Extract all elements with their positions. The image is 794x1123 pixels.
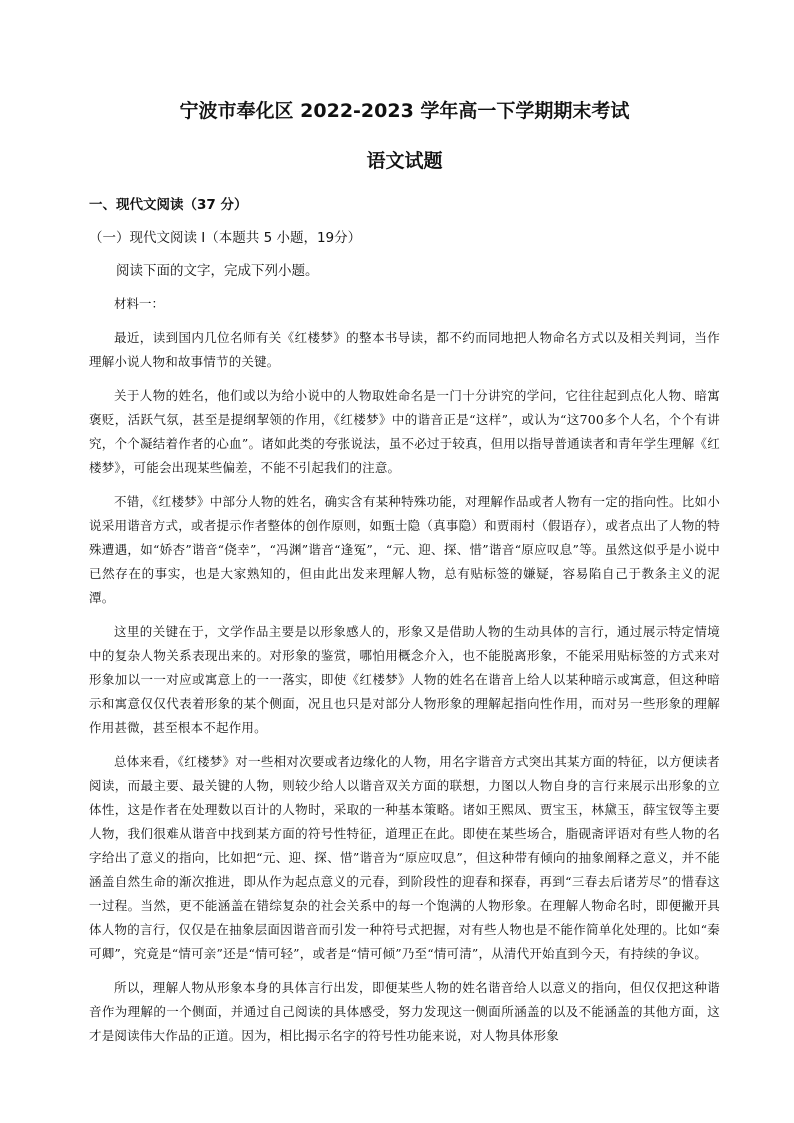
paragraph: 关于人物的姓名，他们或以为给小说中的人物取姓命名是一门十分讲究的学问，它往往起到点化人物、暗寓褒贬，活跃气氛，甚至是提纲挈领的作用，《红楼梦》中的谐音正是“这样”，或认为“这700多个人名，个个有讲究，个个凝结着作者的心血”。诸如此类的夸张说法，虽不必过于较真，但用以指导普通读者和青年学生理解《红楼梦》，可能会出现某些偏差，不能不引起我们的注意。 [89, 388, 720, 475]
instruction-text: 阅读下面的文字，完成下列小题。 [116, 263, 319, 279]
paragraph: 这里的关键在于，文学作品主要是以形象感人的，形象又是借助人物的生动具体的言行，通过展示特定情境中的复杂人物关系表现出来的。对形象的鉴赏，哪怕用概念介入，也不能脱离形象，不能采用贴标签的方式来对形象加以一一对应或寓意上的一一落实，即使《红楼梦》人物的姓名在谐音上给人以某种暗示或寓意，但这种暗示和寓意仅仅代表着形象的某个侧面，况且也只是对部分人物形象的理解起指向性作用，而对另一些形象的理解作用甚微，甚至根本不起作用。 [89, 624, 720, 735]
paragraph: 最近，读到国内几位名师有关《红楼梦》的整本书导读，都不约而同地把人物命名方式以及相关判词，当作理解小说人物和故事情节的关键。 [89, 330, 720, 369]
paragraph: 所以，理解人物从形象本身的具体言行出发，即便某些人物的姓名谐音给人以意义的指向，但仅仅把这种谐音作为理解的一个侧面，并通过自己阅读的具体感受，努力发现这一侧面所涵盖的以及不能涵盖的其他方面，这才是阅读伟大作品的正道。因为，相比揭示名字的符号性功能来说，对人物具体形象 [89, 980, 720, 1043]
material-label: 材料一： [114, 296, 165, 311]
paragraph: 不错，《红楼梦》中部分人物的姓名，确实含有某种特殊功能，对理解作品或者人物有一定的指向性。比如小说采用谐音方式，或者提示作者整体的创作原则，如甄士隐（真事隐）和贾雨村（假语存），或者点出了人物的特殊遭遇，如“娇杏”谐音“侥幸”，“冯渊”谐音“逢冤”，“元、迎、探、惜”谐音“原应叹息”等。虽然这似乎是小说中已然存在的事实，也是大家熟知的，但由此出发来理解人物，总有贴标签的嫌疑，容易陷自己于教条主义的泥潭。 [89, 494, 720, 605]
exam-title: 宁波市奉化区 2022-2023 学年高一下学期期末考试 [179, 100, 630, 122]
subject-title: 语文试题 [366, 150, 443, 172]
subsection-heading: （一）现代文阅读 I（本题共 5 小题，19分） [89, 230, 362, 246]
paragraph: 总体来看，《红楼梦》对一些相对次要或者边缘化的人物，用名字谐音方式突出其某方面的特征，以方便读者阅读，而最主要、最关键的人物，则较少给人以谐音双关方面的联想，力图以人物自身的言行来展示出形象的立体性，这是作者在处理数以百计的人物时，采取的一种基本策略。诸如王熙凤、贾宝玉，林黛玉，薛宝钗等主要人物，我们很难从谐音中找到某方面的符号性特征，道理正在此。即使在某些场合，脂砚斋评语对有些人物的名字给出了意义的指向，比如把“元、迎、探、惜”谐音为“原应叹息”，但这种带有倾向的抽象阐释之意义，并不能涵盖自然生命的渐次推进，即从作为起点意义的元春，到阶段性的迎春和探春，再到“三春去后诸芳尽”的惜春这一过程。当然，更不能涵盖在错综复杂的社会关系中的每一个饱满的人物形象。在理解人物命名时，即便撇开具体人物的言行，仅仅是在抽象层面因谐音而引发一种符号式把握，对有些人物也是不能作简单化处理的。比如“秦可卿”，究竟是“情可亲”还是“情可轻”，或者是“情可倾”乃至“情可清”，从清代开始直到今天，有持续的争议。 [89, 754, 720, 961]
section-heading: 一、现代文阅读（37 分） [89, 197, 248, 213]
